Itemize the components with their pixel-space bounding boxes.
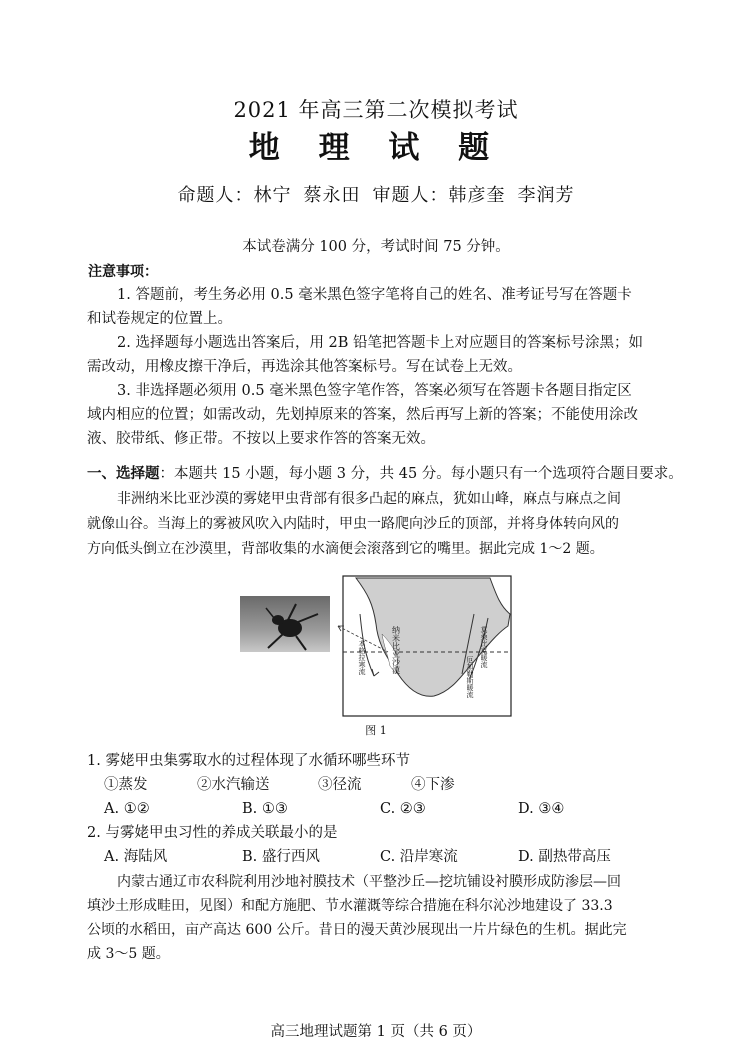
- passage2-line: 成 3～5 题。: [87, 946, 170, 962]
- passage2-line: 公顷的水稻田，亩产高达 600 公斤。昔日的漫天黄沙展现出一片片绿色的生机。据此完: [87, 922, 627, 938]
- figure-1: [238, 574, 514, 740]
- page-footer: 高三地理试题第 1 页（共 6 页）: [270, 1024, 482, 1040]
- score-time-note: 本试卷满分 100 分，考试时间 75 分钟。: [242, 239, 510, 255]
- passage2-line: 填沙土形成畦田，见图）和配方施肥、节水灌溉等综合措施在科尔沁沙地建设了 33.3: [87, 898, 613, 914]
- passage-line: 就像山谷。当海上的雾被风吹入内陆时，甲虫一路爬向沙丘的顶部，并将身体转向风的: [87, 516, 619, 532]
- section-heading-bold: 一、选择题: [87, 466, 160, 482]
- beetle-photo: [240, 596, 330, 652]
- q1-option-d: D. ③④: [518, 801, 565, 817]
- notice-line: 需改动，用橡皮擦干净后，再选涂其他答案标号。写在试卷上无效。: [87, 359, 522, 375]
- q2-option-b: B. 盛行西风: [242, 849, 320, 865]
- desert-label: 纳米比亚沙漠: [391, 626, 401, 674]
- setter-name: 蔡永田: [303, 185, 361, 206]
- q2-option-a: A. 海陆风: [104, 849, 168, 865]
- q1-item: ①蒸发: [104, 777, 148, 793]
- passage-line: 方向低头倒立在沙漠里，背部收集的水滴便会滚落到它的嘴里。据此完成 1～2 题。: [87, 541, 604, 557]
- q1-option-c: C. ②③: [380, 801, 426, 817]
- figure-caption: 图 1: [365, 724, 387, 737]
- q1-item: ③径流: [318, 777, 362, 793]
- notice-line: 1. 答题前，考生务必用 0.5 毫米黑色签字笔将自己的姓名、准考证号写在答题卡: [117, 287, 632, 303]
- exam-title: 2021 年高三第二次模拟考试: [233, 98, 519, 122]
- q1-item: ②水汽输送: [197, 777, 270, 793]
- notice-heading: 注意事项：: [88, 264, 158, 280]
- q1-option-b: B. ①③: [242, 801, 288, 817]
- notice-line: 液、胶带纸、修正带。不按以上要求作答的答案无效。: [87, 431, 435, 447]
- africa-map: [338, 576, 511, 716]
- section-heading: [87, 464, 683, 484]
- q2-option-c: C. 沿岸寒流: [380, 849, 458, 865]
- passage2-line: 内蒙古通辽市农科院利用沙地衬膜技术（平整沙丘—挖坑铺设衬膜形成防渗层—回: [117, 874, 621, 890]
- reviewer-name: 李润芳: [517, 185, 575, 206]
- notice-line: 2. 选择题每小题选出答案后，用 2B 铅笔把答题卡上对应题目的答案标号涂黑；如: [117, 335, 644, 351]
- q1-item: ④下渗: [411, 777, 455, 793]
- setters-label: 命题人：林宁: [177, 185, 292, 206]
- section-heading-rest: ：本题共 15 小题，每小题 3 分，共 45 分。每小题只有一个选项符合题目要求。: [159, 466, 683, 482]
- notice-line: 域内相应的位置；如需改动，先划掉原来的答案，然后再写上新的答案；不能使用涂改: [87, 407, 638, 423]
- authors-line: [0, 186, 752, 206]
- q2-option-d: D. 副热带高压: [518, 849, 611, 865]
- notice-line: 和试卷规定的位置上。: [87, 311, 232, 327]
- subject-title: 地 理 试 题: [248, 130, 504, 166]
- question-1-stem: 1. 雾姥甲虫集雾取水的过程体现了水循环哪些环节: [87, 753, 410, 769]
- q1-option-a: A. ①②: [104, 801, 150, 817]
- reviewers-label: 审题人：韩彦奎: [372, 185, 506, 206]
- notice-line: 3. 非选择题必须用 0.5 毫米黑色签字笔作答，答案必须写在答题卡各题目指定区: [117, 383, 632, 399]
- east-current-label: 莫桑比克暖流: [480, 626, 488, 668]
- east-current-label-2: 厄加勒斯暖流: [466, 656, 474, 698]
- passage-line: 非洲纳米比亚沙漠的雾姥甲虫背部有很多凸起的麻点，犹如山峰，麻点与麻点之间: [117, 491, 621, 507]
- west-current-label: 本格拉寒流: [358, 640, 366, 675]
- question-2-stem: 2. 与雾姥甲虫习性的养成关联最小的是: [87, 825, 338, 841]
